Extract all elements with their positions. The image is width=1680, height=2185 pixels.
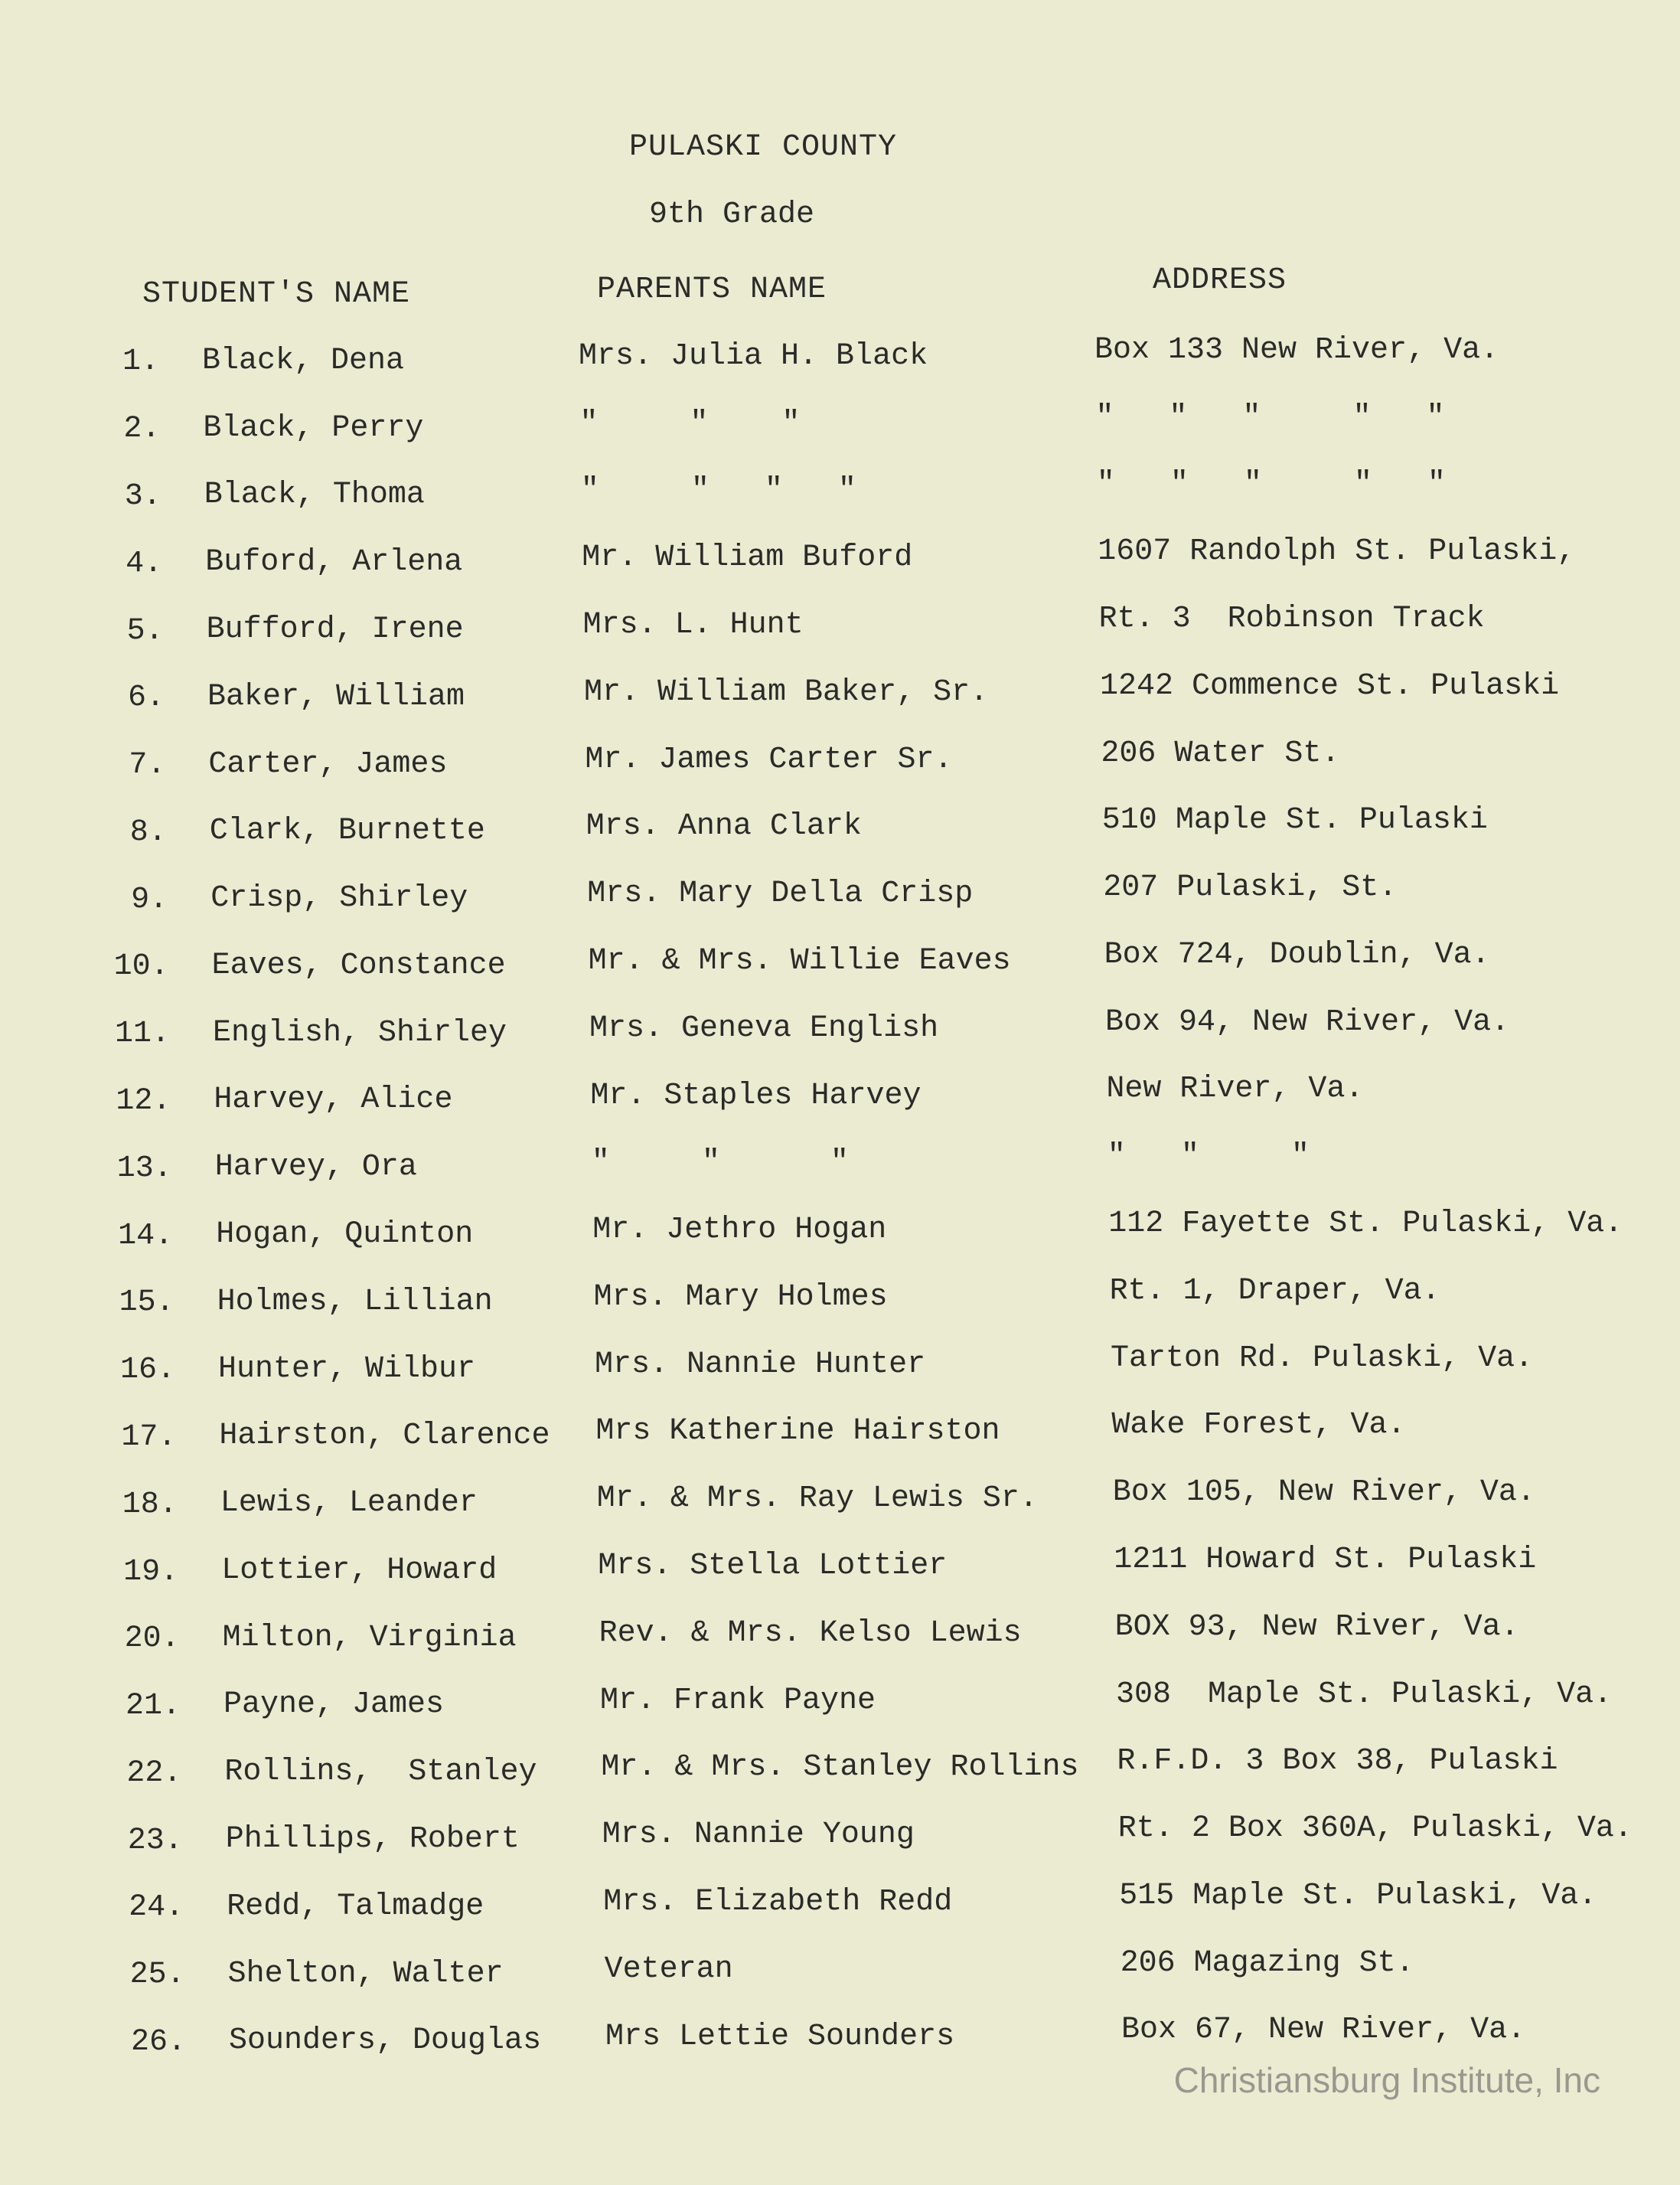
address: New River, Va.: [1106, 1072, 1364, 1107]
watermark: Christiansburg Institute, Inc: [1173, 2060, 1600, 2100]
table-row: [0, 1744, 1680, 1810]
address: Tarton Rd. Pulaski, Va.: [1111, 1341, 1534, 1376]
table-row: [0, 668, 1680, 734]
table-row: [0, 803, 1680, 869]
student-name: Sounders, Douglas: [229, 2023, 542, 2059]
address: Box 105, New River, Va.: [1112, 1475, 1535, 1511]
student-name: Eaves, Constance: [211, 948, 506, 983]
row-number: 12.: [116, 1084, 171, 1119]
row-number: 21.: [125, 1689, 181, 1724]
student-name: Lewis, Leander: [220, 1486, 478, 1521]
parent-name: Mr. Staples Harvey: [590, 1078, 922, 1113]
parent-name: Mrs. Stella Lottier: [598, 1549, 948, 1584]
row-number: 14.: [118, 1218, 174, 1253]
student-name: Holmes, Lillian: [217, 1284, 493, 1319]
student-name: Black, Dena: [202, 343, 405, 378]
parent-name: Mr. Jethro Hogan: [592, 1213, 887, 1248]
student-name: Rollins, Stanley: [224, 1755, 537, 1790]
row-number: 11.: [114, 1017, 170, 1052]
row-number: 5.: [126, 613, 164, 648]
table-row: [0, 400, 1680, 465]
row-number: 7.: [129, 748, 166, 783]
student-name: Black, Thoma: [204, 478, 425, 513]
table-row: [0, 1207, 1680, 1272]
parent-name: Mrs Lettie Sounders: [605, 2019, 955, 2054]
parent-name: Mr. & Mrs. Stanley Rollins: [601, 1750, 1079, 1785]
address: 206 Water St.: [1101, 736, 1340, 771]
table-row: [0, 1811, 1680, 1877]
parent-name: Mr. Frank Payne: [600, 1683, 876, 1718]
address: 112 Fayette St. Pulaski, Va.: [1108, 1207, 1623, 1242]
column-header-student: STUDENT'S NAME: [142, 277, 411, 312]
address: Rt. 1, Draper, Va.: [1109, 1273, 1440, 1308]
grade-subtitle: 9th Grade: [649, 198, 815, 232]
student-name: Shelton, Walter: [227, 1956, 504, 1991]
row-number: 6.: [127, 681, 165, 716]
address: Box 67, New River, Va.: [1121, 2013, 1526, 2048]
address: 510 Maple St. Pulaski: [1101, 803, 1488, 838]
row-number: 4.: [126, 546, 163, 581]
address: " " " " ": [1095, 400, 1445, 435]
student-name: Baker, William: [207, 679, 465, 714]
address: " " " " ": [1096, 467, 1446, 502]
row-number: 26.: [130, 2025, 186, 2060]
student-name: Phillips, Robert: [225, 1822, 520, 1857]
student-name: Buford, Arlena: [205, 545, 463, 580]
parent-name: Veteran: [604, 1951, 733, 1987]
address: 207 Pulaski, St.: [1103, 870, 1398, 906]
row-number: 23.: [127, 1823, 183, 1858]
column-header-parent: PARENTS NAME: [597, 273, 827, 307]
row-number: 24.: [129, 1890, 184, 1925]
student-name: Lottier, Howard: [221, 1553, 497, 1588]
row-number: 3.: [124, 479, 161, 514]
parent-name: Mrs. Mary Della Crisp: [587, 877, 974, 912]
student-name: Redd, Talmadge: [227, 1889, 484, 1924]
row-number: 8.: [129, 815, 167, 850]
parent-name: Mrs. Julia H. Black: [579, 338, 928, 374]
parent-name: Mr. William Baker, Sr.: [584, 674, 989, 710]
parent-name: " " " ": [580, 473, 856, 508]
row-number: 16.: [119, 1353, 175, 1388]
row-number: 25.: [129, 1958, 185, 1993]
address: 1211 Howard St. Pulaski: [1114, 1542, 1537, 1577]
table-row: [0, 534, 1680, 599]
parent-name: Mrs. Geneva English: [589, 1011, 939, 1046]
table-row: [0, 1878, 1680, 1944]
table-row: [0, 870, 1680, 936]
address: Rt. 3 Robinson Track: [1098, 601, 1485, 636]
parent-name: Mr. William Buford: [582, 541, 913, 576]
student-name: Hunter, Wilbur: [218, 1351, 476, 1386]
row-number: 17.: [121, 1419, 177, 1455]
table-row: [0, 1004, 1680, 1070]
student-name: Black, Perry: [203, 410, 424, 446]
table-row: [0, 1677, 1680, 1742]
address: Box 94, New River, Va.: [1105, 1004, 1510, 1040]
address: 1607 Randolph St. Pulaski,: [1098, 534, 1576, 570]
address: R.F.D. 3 Box 38, Pulaski: [1117, 1744, 1558, 1779]
student-name: Payne, James: [223, 1687, 445, 1723]
table-row: [0, 467, 1680, 533]
student-name: Milton, Virginia: [222, 1620, 517, 1655]
parent-name: Rev. & Mrs. Kelso Lewis: [599, 1615, 1022, 1651]
row-number: 18.: [122, 1487, 178, 1522]
student-name: Clark, Burnette: [209, 814, 485, 849]
row-number: 1.: [122, 345, 159, 380]
parent-name: Mr. & Mrs. Ray Lewis Sr.: [596, 1481, 1038, 1517]
address: 206 Magazing St.: [1120, 1945, 1414, 1981]
parent-name: " " ": [579, 406, 801, 441]
address: Rt. 2 Box 360A, Pulaski, Va.: [1117, 1811, 1633, 1847]
parent-name: Mrs. L. Hunt: [582, 608, 804, 643]
address: Box 724, Doublin, Va.: [1104, 937, 1490, 972]
row-number: 10.: [113, 949, 169, 985]
parent-name: Mrs. Anna Clark: [586, 809, 862, 844]
table-row: [0, 1542, 1680, 1608]
table-row: [0, 1139, 1680, 1205]
table-row: [0, 1072, 1680, 1138]
row-number: 22.: [126, 1756, 182, 1791]
parent-name: Mr. & Mrs. Willie Eaves: [588, 943, 1011, 978]
row-number: 19.: [123, 1554, 179, 1589]
parent-name: Mrs Katherine Hairston: [595, 1414, 1000, 1449]
row-number: 15.: [119, 1285, 175, 1321]
student-name: Crisp, Shirley: [210, 881, 468, 916]
row-number: 20.: [124, 1622, 180, 1657]
table-row: [0, 1945, 1680, 2011]
column-header-address: ADDRESS: [1153, 263, 1287, 298]
student-name: Bufford, Irene: [206, 612, 464, 647]
row-number: 9.: [131, 882, 168, 917]
address: BOX 93, New River, Va.: [1114, 1609, 1519, 1644]
table-row: [0, 601, 1680, 667]
parent-name: Mrs. Nannie Hunter: [595, 1347, 926, 1382]
address: 1242 Commence St. Pulaski: [1100, 668, 1560, 704]
student-name: Hairston, Clarence: [219, 1419, 550, 1454]
parent-name: Mrs. Nannie Young: [602, 1818, 915, 1853]
student-name: Carter, James: [208, 746, 448, 782]
address: 308 Maple St. Pulaski, Va.: [1116, 1677, 1613, 1712]
student-name: Harvey, Alice: [214, 1083, 453, 1118]
row-number: 2.: [123, 412, 161, 447]
table-row: [0, 1341, 1680, 1406]
student-name: Harvey, Ora: [214, 1150, 417, 1185]
parent-name: " " ": [591, 1145, 849, 1181]
table-row: [0, 1273, 1680, 1339]
address: 515 Maple St. Pulaski, Va.: [1119, 1878, 1597, 1913]
student-name: English, Shirley: [213, 1015, 507, 1050]
page-title: PULASKI COUNTY: [629, 130, 898, 165]
parent-name: Mrs. Mary Holmes: [593, 1279, 888, 1315]
table-row: [0, 1408, 1680, 1474]
table-row: [0, 736, 1680, 802]
parent-name: Mr. James Carter Sr.: [585, 742, 953, 777]
row-number: 13.: [116, 1151, 172, 1186]
table-row: [0, 1609, 1680, 1675]
table-row: [0, 1475, 1680, 1541]
parent-name: Mrs. Elizabeth Redd: [603, 1884, 953, 1919]
address: Wake Forest, Va.: [1111, 1408, 1406, 1443]
table-row: [0, 332, 1680, 398]
address: " " ": [1107, 1139, 1310, 1174]
table-row: [0, 937, 1680, 1003]
address: Box 133 New River, Va.: [1094, 332, 1499, 367]
student-name: Hogan, Quinton: [216, 1217, 474, 1252]
